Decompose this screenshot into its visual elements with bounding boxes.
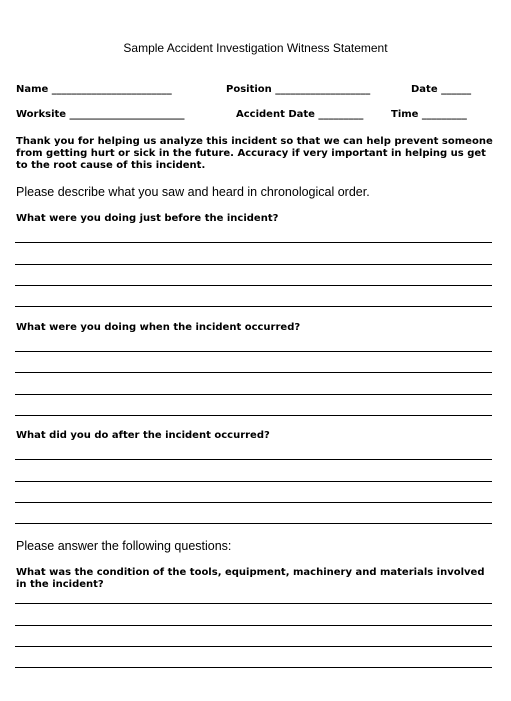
answer-line[interactable] — [15, 459, 492, 460]
accident-date-field[interactable]: Accident Date _________ — [236, 109, 364, 120]
answer-line[interactable] — [15, 646, 492, 647]
question-3: What did you do after the incident occurred? — [16, 430, 270, 441]
position-field[interactable]: Position ___________________ — [226, 84, 371, 95]
section2-heading: Please answer the following questions: — [16, 539, 232, 553]
answer-line[interactable] — [15, 242, 492, 243]
answer-line[interactable] — [15, 306, 492, 307]
question-1: What were you doing just before the incident? — [16, 213, 279, 224]
answer-line[interactable] — [15, 351, 492, 352]
intro-text: Thank you for helping us analyze this incident so that we can help prevent someone from getting hurt or sick in the future. Accuracy if very important in helping us get to the root cause of this incident. — [16, 136, 493, 171]
answer-line[interactable] — [15, 264, 492, 265]
time-field[interactable]: Time _________ — [391, 109, 467, 120]
document-title: Sample Accident Investigation Witness Statement — [123, 41, 388, 55]
question-4: What was the condition of the tools, equipment, machinery and materials involved in the incident? — [16, 567, 485, 590]
section1-heading: Please describe what you saw and heard in chronological order. — [16, 185, 370, 199]
worksite-field[interactable]: Worksite _______________________ — [16, 109, 185, 120]
answer-line[interactable] — [15, 523, 492, 524]
question-2: What were you doing when the incident occurred? — [16, 322, 301, 333]
answer-line[interactable] — [15, 394, 492, 395]
answer-line[interactable] — [15, 603, 492, 604]
answer-line[interactable] — [15, 625, 492, 626]
answer-line[interactable] — [15, 481, 492, 482]
answer-line[interactable] — [15, 502, 492, 503]
answer-line[interactable] — [15, 415, 492, 416]
answer-line[interactable] — [15, 667, 492, 668]
answer-line[interactable] — [15, 372, 492, 373]
name-field[interactable]: Name ________________________ — [16, 84, 172, 95]
answer-line[interactable] — [15, 285, 492, 286]
date-field[interactable]: Date ______ — [411, 84, 472, 95]
